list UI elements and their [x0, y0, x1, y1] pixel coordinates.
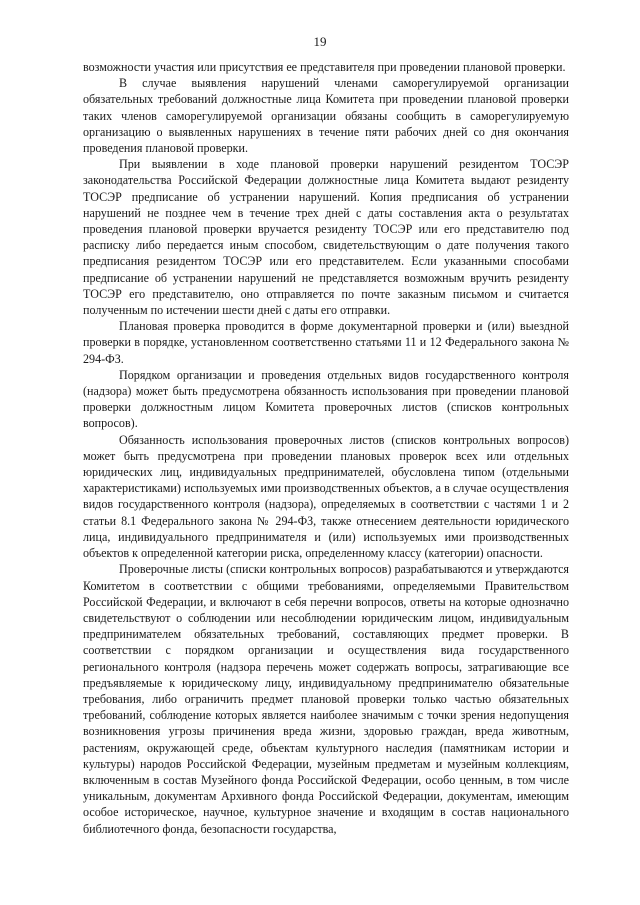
paragraph: Проверочные листы (списки контрольных вопросов) разрабатываются и утверждаются Комитетом в соответствии с общими требованиями, определяемыми Правительством Российской Федерации, и включают в себя перечни вопросов, ответы на которые однозначно свидетельствуют о соблюдении или несоблюдении юридическим лицом, индивидуальным предпринимателем обязательных требований, составляющих предмет проверки. В соответствии с порядком организации и осуществления вида государственного регионального контроля (надзора перечень может содержать вопросы, затрагивающие все предъявляемые к юридическому лицу, индивидуальному предпринимателю обязательные требования, либо ограничить предмет плановой проверки только частью обязательных требований, соблюдение которых является наиболее значимым с точки зрения недопущения возникновения угрозы причинения вреда жизни, здоровью граждан, вреда животным, растениям, окружающей среде, объектам культурного наследия (памятникам истории и культуры) народов Российской Федерации, музейным предметам и музейным коллекциям, включенным в состав Музейного фонда Российской Федерации, особо ценным, в том числе уникальным, документам Архивного фонда Российской Федерации, документам, имеющим особое историческое, научное, культурное значение и входящим в состав национального библиотечного фонда, безопасности государства,: [83, 562, 569, 836]
page-number: 19: [313, 34, 327, 49]
paragraph: Плановая проверка проводится в форме документарной проверки и (или) выездной проверки в порядке, установленном соответственно статьями 11 и 12 Федерального закона № 294-ФЗ.: [83, 319, 569, 366]
paragraph: возможности участия или присутствия ее представителя при проведении плановой проверки.: [83, 60, 566, 74]
paragraph: В случае выявления нарушений членами саморегулируемой организации обязательных требований должностные лица Комитета при проведении плановой проверки таких членов саморегулируемой организации обязаны сообщить в саморегулируемую организацию о выявленных нарушениях в течение пяти рабочих дней со дня окончания проведения плановой проверки.: [83, 76, 569, 156]
paragraph: При выявлении в ходе плановой проверки нарушений резидентом ТОСЭР законодательства Российской Федерации должностные лица Комитета выдают резиденту ТОСЭР предписание об устранении нарушений. Копия предписания об устранении нарушений не позднее чем в течение трех дней с даты составления акта о результатах проведения плановой проверки вручается резиденту ТОСЭР или его представителю под расписку либо передается иным способом, свидетельствующим о дате получения такого предписания резидентом ТОСЭР или его представителем. Если указанными способами предписание об устранении нарушений не представляется возможным вручить резиденту ТОСЭР его представителю, оно отправляется по почте заказным письмом и считается полученным по истечении шести дней с даты его отправки.: [83, 157, 569, 318]
document-body: [83, 59, 569, 837]
paragraph: Обязанность использования проверочных листов (списков контрольных вопросов) может быть предусмотрена при проведении плановых проверок всех или отдельных юридических лиц, индивидуальных предпринимателей, обусловлена типом (отдельными характеристиками) используемых ими производственных объектов, а в случае осуществления видов государственного контроля (надзора), определяемых в соответствии с частями 1 и 2 статьи 8.1 Федерального закона № 294-ФЗ, также отнесением деятельности юридического лица, индивидуального предпринимателя и (или) используемых ими производственных объектов к определенной категории риска, определенному классу (категории) опасности.: [83, 432, 569, 561]
paragraph: Порядком организации и проведения отдельных видов государственного контроля (надзора) может быть предусмотрена обязанность использования при проведении плановой проверки должностным лицом Комитета проверочных листов (списков контрольных вопросов).: [83, 367, 569, 431]
